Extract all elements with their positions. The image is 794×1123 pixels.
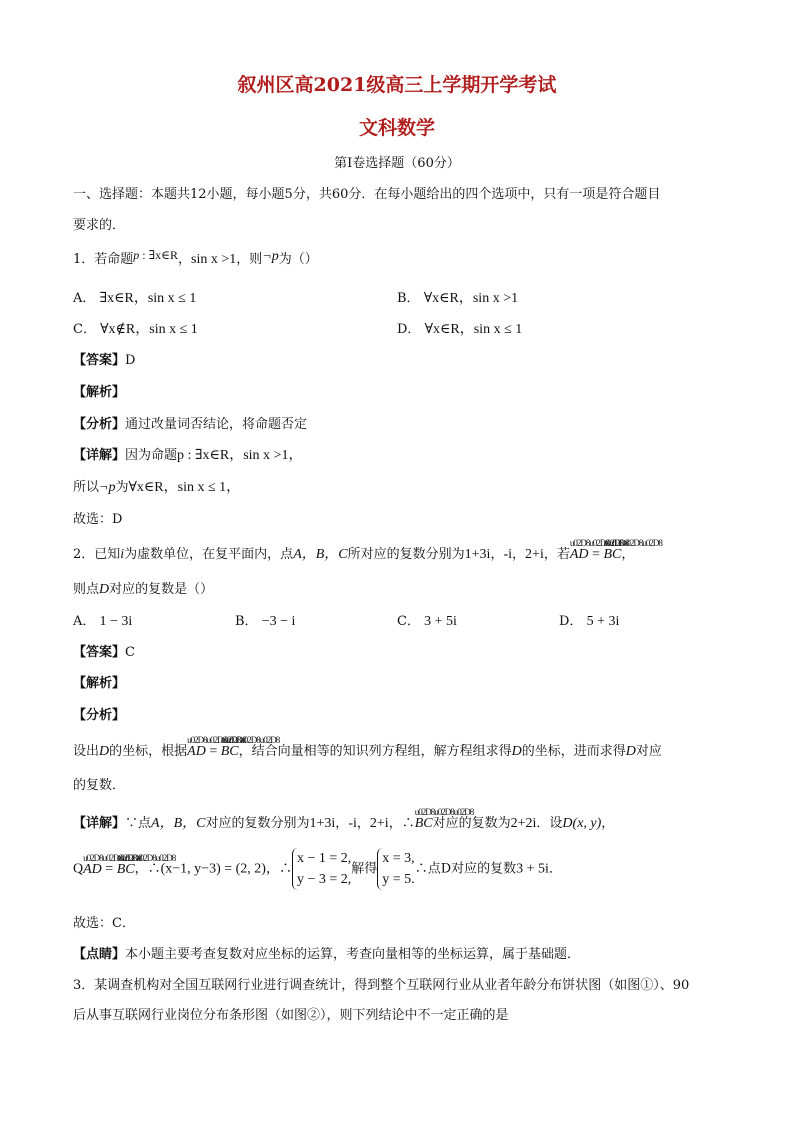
equation: y = 5. [382,872,415,887]
q1-stem-comma: ， [178,252,192,267]
q1-option-b [397,287,518,307]
q1-detail [73,444,302,464]
q2-choose: 故选：C． [73,916,135,931]
q1-conclusion [73,476,240,496]
option-label: A． [73,614,96,629]
text: 解得 [351,861,378,877]
q1-answer [73,349,135,368]
dianjing-tag: 【点睛】 [73,947,126,962]
text: ， [601,816,615,831]
q3-stem-line-1: 3．某调查机构对全国互联网行业进行调查统计，得到整个互联网行业从业者年龄分布饼状图（如图①）、90 [73,978,690,993]
vector-bc: u02D8u02D8u02D8 BC [221,744,239,760]
detail-math: p : ∃x∈R，sin x >1， [177,448,303,463]
answer-value: C [125,645,135,660]
math-points: A，B，C [151,816,206,831]
vector-ad: u02D8u02D8u02D8 AD [187,744,206,760]
q2-detail-line-1 [73,812,614,832]
analysis-tag: 【解析】 [73,385,126,400]
math-value: 1+3i [464,547,491,562]
equation: x = 3, [382,851,415,866]
fenxi-tag: 【分析】 [73,417,126,432]
equals: = [588,547,604,562]
q2-fenxi-line-2: 的复数． [73,778,126,793]
text: ， [621,547,635,562]
text: 所对应的复数分别为 [347,547,465,562]
answer-value: D [125,353,136,368]
math-points: A，B，C [293,547,348,562]
option-label: D． [397,322,421,337]
text: 对应 [635,744,662,759]
fenxi-tag: 【分析】 [73,708,126,723]
conclusion-mid: 为 [115,480,129,495]
q3-stem-line-2: 后从事互联网行业岗位分布条形图（如图②），则下列结论中不一定正确的是 [73,1008,509,1023]
intro-line-1: 一、选择题：本题共12小题，每小题5分，共60分．在每小题给出的四个选项中，只有一项是符合题目 [73,187,661,202]
q2-stem-line-2 [73,578,213,598]
q2-answer [73,641,135,660]
equation: y − 3 = 2, [296,872,352,887]
vector-bc: u02D8u02D8u02D8 BC [603,547,621,563]
answer-tag: 【答案】 [73,645,126,660]
q1-stem-prefix: 1．若命题 [73,252,134,267]
math-d: D [625,744,636,759]
q1-stem-negp: ¬p [262,249,279,264]
vector-bc: u02D8u02D8u02D8 BC [117,862,135,878]
option-text: ∀x∉R，sin x ≤ 1 [100,322,198,337]
text: ∵点 [125,816,152,831]
equation-system-2 [377,848,414,890]
math-value: -i [348,816,357,831]
text: ， [335,816,349,831]
math-dxy: D(x, y) [562,816,602,831]
text: ，∴ [388,816,415,831]
section-heading: 第I卷选择题（60分） [334,156,460,171]
option-label: B． [397,291,420,306]
math-value: 2+i [369,816,389,831]
q2-fenxi-tag [73,704,125,723]
vector-ad: u02D8u02D8u02D8 AD [83,862,102,878]
q2-detail-line-2 [73,848,562,890]
q1-stem-p: p [133,248,140,262]
q1-fenxi [73,413,307,432]
conclusion-prefix: 所以 [73,480,100,495]
text: 的坐标，根据 [109,744,188,759]
text: 的坐标，进而求得 [521,744,626,759]
text: ，若 [543,547,570,562]
text: ， [356,816,370,831]
q2-option-a [73,610,132,630]
text: 2．已知 [73,547,121,562]
q1-stem [73,248,318,268]
text: ， [490,547,504,562]
answer-tag: 【答案】 [73,353,126,368]
math-d: D [99,582,110,597]
option-text: ∃x∈R，sin x ≤ 1 [99,291,197,306]
q1-stem-then: ，则 [236,252,263,267]
math-d: D [511,744,522,759]
text: ． [548,861,562,877]
q1-stem-sin: sin x >1 [191,252,237,267]
option-label: C． [73,322,96,337]
option-label: C． [397,614,420,629]
option-text: ∀x∈R，sin x >1 [423,291,519,306]
text: Q [73,861,84,877]
text: 则点 [73,582,100,597]
text: ．设 [536,816,563,831]
q1-option-a [73,287,196,307]
fenxi-text: 通过改量词否结论，将命题否定 [125,417,308,432]
detail-text: 因为命题 [125,448,178,463]
option-label: A． [73,291,96,306]
intro-line-2: 要求的． [73,218,126,233]
text: 对应的复数分别为 [205,816,310,831]
exam-title: 叙州区高2021级高三上学期开学考试 [237,74,557,96]
q2-dianjing [73,943,580,962]
math-value: 2+i [525,547,544,562]
q2-stem-line-1 [73,543,634,563]
math-equation: (x−1, y−3) = (2, 2) [160,861,266,877]
text: ∴点D对应的复数 [414,861,517,877]
text: 对应的复数为 [432,816,511,831]
option-text: −3 − i [261,614,296,629]
math-value: 1+3i [309,816,336,831]
q2-option-b [235,610,295,630]
conclusion-math: ∀x∈R，sin x ≤ 1， [128,480,241,495]
option-text: ∀x∈R，sin x ≤ 1 [424,322,523,337]
conclusion-negp: ¬p [99,480,116,495]
q1-option-c [73,318,198,338]
q2-analysis-tag [73,672,125,691]
text: ，∴ [265,861,292,877]
vector-bc: u02D8u02D8u02D8 BC [415,816,433,832]
dianjing-text: 本小题主要考查复数对应坐标的运算，考查向量相等的坐标运算，属于基础题． [125,947,581,962]
option-label: B． [235,614,258,629]
q1-analysis-tag [73,381,125,400]
text: 设出 [73,744,100,759]
math-i: i [120,547,125,562]
equation-system-1 [292,848,351,890]
exam-subject: 文科数学 [358,117,435,139]
q1-stem-cond: : ∃x∈R [139,248,179,262]
equation: x − 1 = 2, [296,851,352,866]
text: ， [512,547,526,562]
q2-option-d [559,610,619,630]
math-value: -i [503,547,513,562]
analysis-tag: 【解析】 [73,676,126,691]
text: ，∴ [134,861,161,877]
detail-tag: 【详解】 [73,448,126,463]
option-label: D． [559,614,583,629]
math-value: 3 + 5i [516,861,549,877]
equals: = [101,861,117,877]
detail-tag: 【详解】 [73,816,126,831]
q1-stem-suffix: 为（） [278,252,318,267]
text: 为虚数单位，在复平面内，点 [124,547,294,562]
q1-option-d [397,318,522,338]
q1-choose: 故选：D [73,512,123,527]
option-text: 5 + 3i [586,614,620,629]
option-text: 3 + 5i [424,614,457,629]
vector-ad: u02D8u02D8u02D8 AD [570,547,589,563]
math-value: 2+2i [510,816,537,831]
text: ，结合向量相等的知识列方程组，解方程组求得 [238,744,512,759]
text: 对应的复数是（） [109,582,214,597]
equals: = [205,744,221,759]
math-d: D [99,744,110,759]
option-text: 1 − 3i [99,614,133,629]
q2-option-c [397,610,457,630]
q2-fenxi-line-1 [73,740,662,760]
